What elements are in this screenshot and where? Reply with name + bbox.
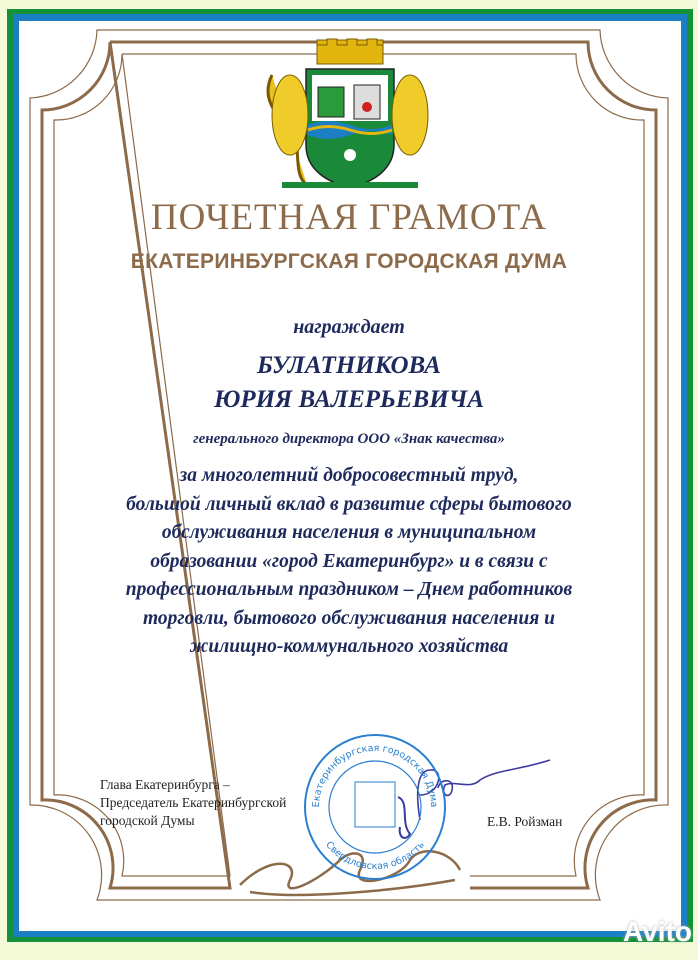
role-line: Глава Екатеринбурга –	[100, 777, 230, 792]
issuer-name: ЕКАТЕРИНБУРГСКАЯ ГОРОДСКАЯ ДУМА	[130, 250, 568, 273]
reason-line: большой личный вклад в развитие сферы бытового	[126, 493, 572, 515]
signatory-role	[100, 776, 286, 830]
recipient-surname: БУЛАТНИКОВА	[257, 352, 441, 379]
recipient-given-names: ЮРИЯ ВАЛЕРЬЕВИЧА	[213, 386, 485, 413]
recipient-position: генерального директора ООО «Знак качества»	[193, 431, 505, 447]
reason-line: образовании «город Екатеринбург» и в связи с	[150, 550, 548, 572]
reason-line: торговли, бытового обслуживания населения и	[143, 607, 555, 629]
role-line: городской Думы	[100, 813, 195, 828]
coat-of-arms-emblem	[262, 35, 438, 195]
reason-line: за многолетний добросовестный труд,	[179, 465, 519, 486]
certificate-title: ПОЧЕТНАЯ ГРАМОТА	[150, 197, 548, 238]
stamp-bottom-text: Свердловская область	[323, 839, 427, 873]
role-line: Председатель Екатеринбургской	[100, 795, 287, 810]
reason-line: профессиональным праздником – Днем работников	[125, 579, 573, 600]
award-reason	[0, 462, 698, 662]
svg-text:Свердловская область	[323, 839, 427, 872]
official-stamp	[300, 732, 450, 882]
stamp-top-text: Екатеринбургская городская Дума	[310, 742, 440, 808]
reason-line: жилищно-коммунального хозяйства	[189, 636, 509, 657]
awards-verb: награждает	[293, 316, 405, 338]
signer-name: Е.В. Ройзман	[487, 814, 563, 829]
reason-line: обслуживания населения в муниципальном	[161, 522, 537, 543]
avito-watermark: Avito	[623, 916, 692, 947]
